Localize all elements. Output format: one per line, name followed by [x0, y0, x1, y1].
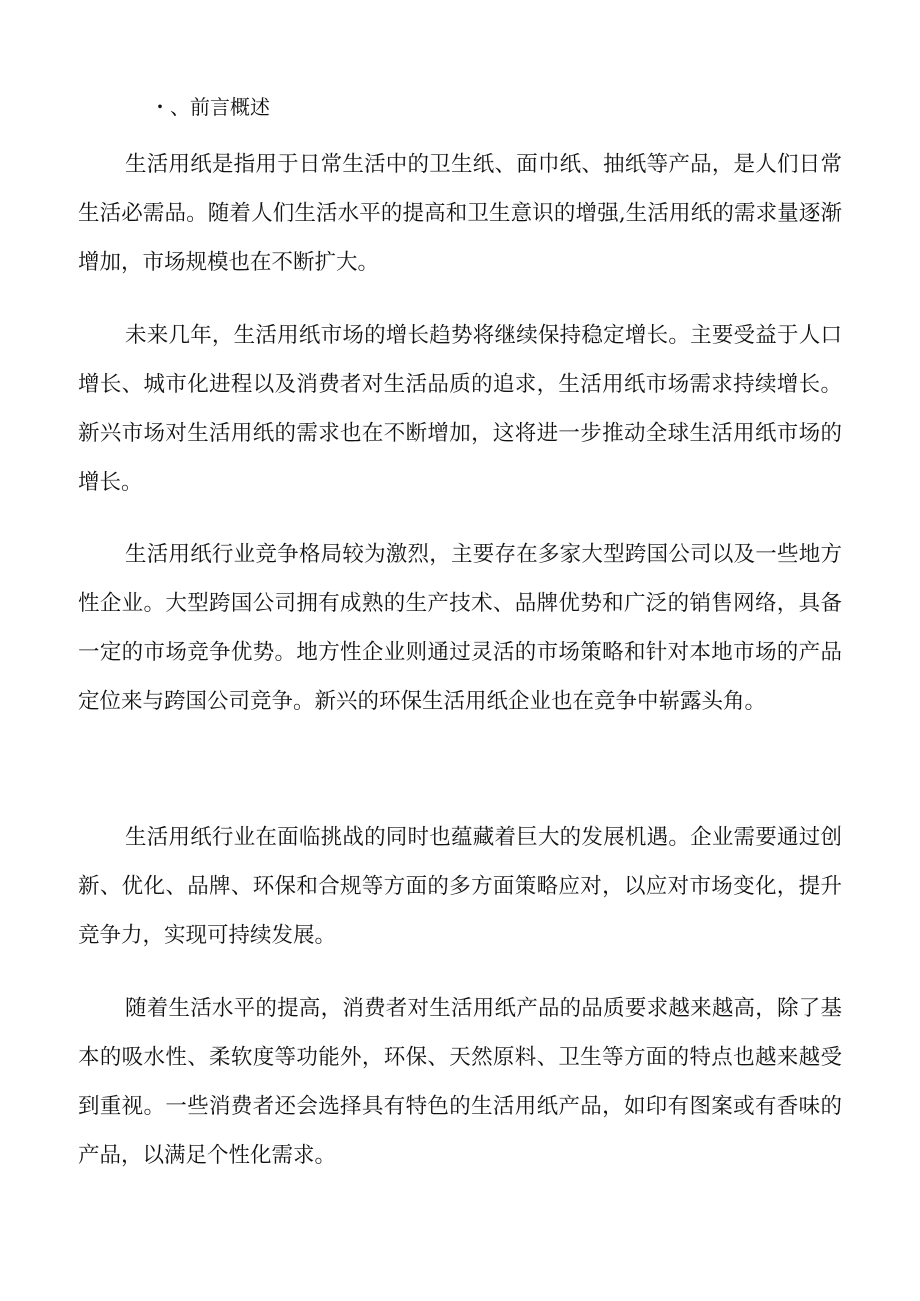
- paragraph-opportunity: 生活用纸行业在面临挑战的同时也蕴藏着巨大的发展机遇。企业需要通过创新、优化、品牌、环保和合规等方面的多方面策略应对，以应对市场变化，提升竞争力，实现可持续发展。: [78, 825, 842, 948]
- paragraph-competition: 生活用纸行业竞争格局较为激烈，主要存在多家大型跨国公司以及一些地方性企业。大型跨国公司拥有成熟的生产技术、品牌优势和广泛的销售网络，具备一定的市场竞争优势。地方性企业则通过灵活的市场策略和针对本地市场的产品定位来与跨国公司竞争。新兴的环保生活用纸企业也在竞争中崭露头角。: [78, 542, 842, 714]
- paragraph-consumer-demand: 随着生活水平的提高，消费者对生活用纸产品的品质要求越来越高，除了基本的吸水性、柔软度等功能外，环保、天然原料、卫生等方面的特点也越来越受到重视。一些消费者还会选择具有特色的生活用纸产品，如印有图案或有香味的产品，以满足个性化需求。: [78, 996, 842, 1168]
- paragraph-trend: 未来几年，生活用纸市场的增长趋势将继续保持稳定增长。主要受益于人口增长、城市化进程以及消费者对生活品质的追求，生活用纸市场需求持续增长。新兴市场对生活用纸的需求也在不断增加，这将进一步推动全球生活用纸市场的增长。: [78, 323, 842, 495]
- paragraph-intro: 生活用纸是指用于日常生活中的卫生纸、面巾纸、抽纸等产品，是人们日常生活必需品。随着人们生活水平的提高和卫生意识的增强,生活用纸的需求量逐渐增加，市场规模也在不断扩大。: [78, 152, 842, 275]
- section-heading: ・、前言概述: [150, 95, 270, 119]
